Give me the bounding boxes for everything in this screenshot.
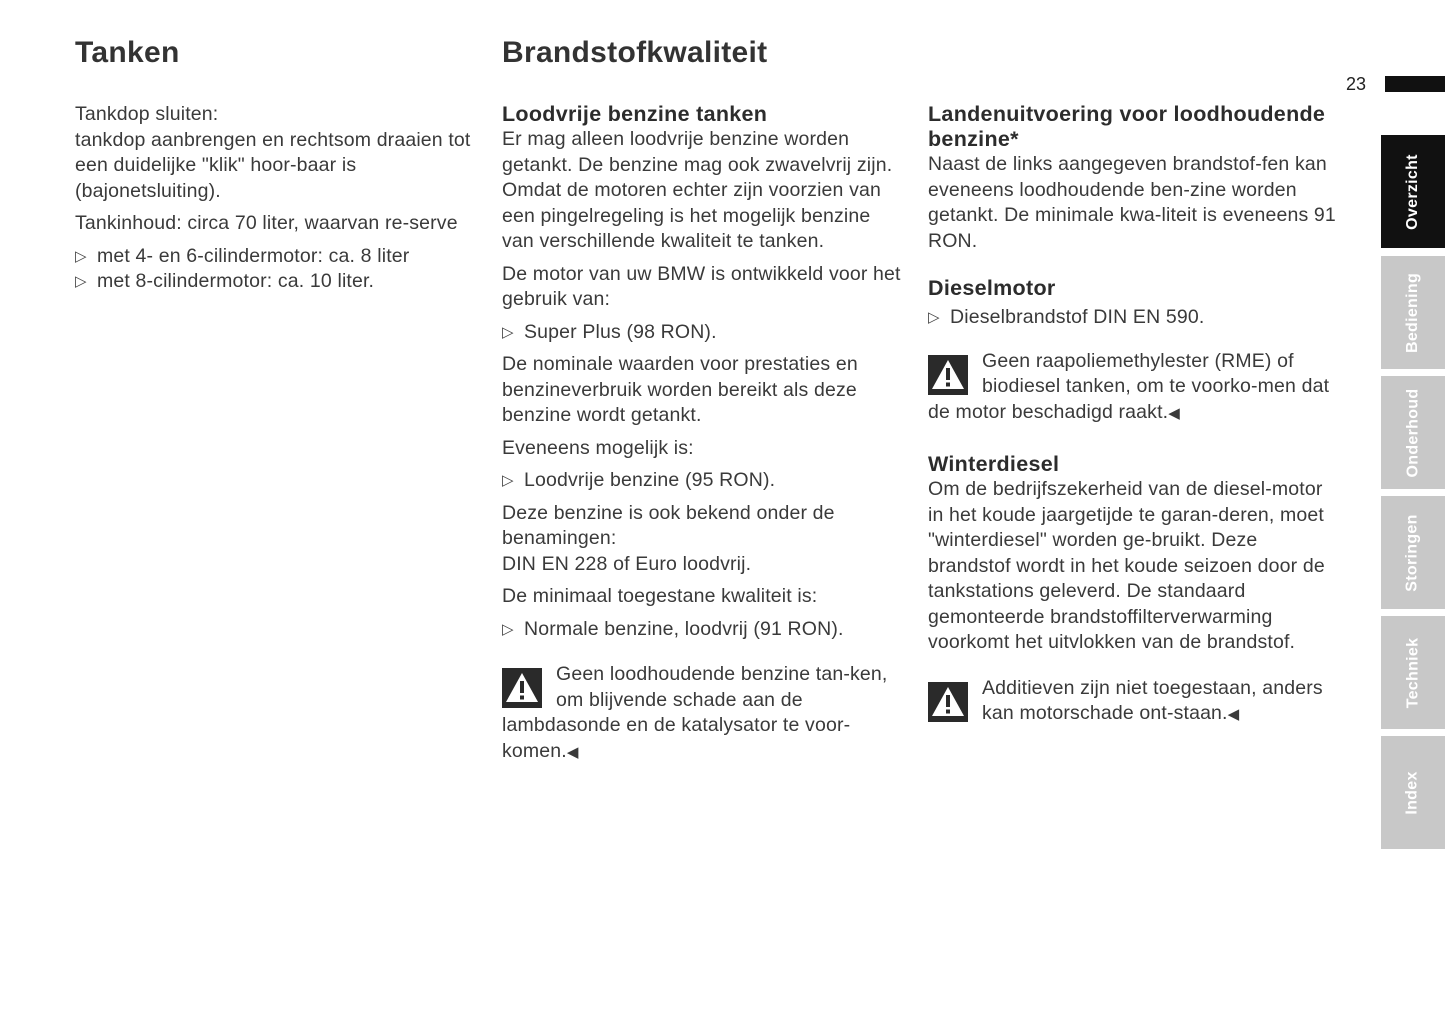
column-landenuitvoering [928, 102, 1338, 728]
tab-techniek[interactable] [1381, 616, 1445, 729]
list-item [75, 244, 475, 270]
paragraph: De minimaal toegestane kwaliteit is: [502, 585, 818, 607]
tab-overzicht[interactable] [1381, 135, 1445, 248]
paragraph: De nominale waarden voor prestaties en benzineverbruik worden bereikt als deze benzine wordt getankt. [502, 353, 858, 426]
list-item [502, 320, 907, 346]
paragraph: Eveneens mogelijk is: [502, 436, 694, 459]
bullet-triangle-icon: ▷ [75, 247, 87, 265]
list-item [502, 617, 907, 643]
super-plus-item: Super Plus (98 RON). [524, 320, 717, 343]
paragraph: Er mag alleen loodvrije benzine worden getankt. De benzine mag ook zwavelvrij zijn. Omdat de motoren echter zijn voorzien van een pingelregeling is het mogelijk benzine van verschillende kwaliteit te tanken. [502, 128, 893, 252]
din-en-228-line: DIN EN 228 of Euro loodvrij. [502, 552, 752, 575]
normale-benzine-item: Normale benzine, loodvrij (91 RON). [524, 617, 844, 640]
tab-bediening[interactable] [1381, 256, 1445, 369]
page-marker-bar [1385, 76, 1445, 92]
heading-dieselmotor: Dieselmotor [928, 276, 1056, 300]
column-loodvrije-benzine [502, 102, 907, 765]
paragraph: Naast de links aangegeven brandstof-fen kan eveneens loodhoudende ben-zine worden getankt. De minimale kwa-liteit is eveneens 91 RON. [928, 153, 1336, 252]
bullet-triangle-icon: ▷ [502, 323, 514, 341]
warning-text: Additieven zijn niet toegestaan, anders kan motorschade ont-staan. [982, 676, 1323, 724]
reserve-8-cyl: met 8-cilindermotor: ca. 10 liter. [97, 270, 375, 292]
tankinhoud-paragraph: Tankinhoud: circa 70 liter, waarvan re-serve [75, 212, 458, 234]
warning-icon [928, 355, 968, 395]
warning-text: Geen loodhoudende benzine tan-ken, om blijvende schade aan de lambdasonde en de katalysator te voor-komen. [502, 663, 888, 762]
heading-winterdiesel: Winterdiesel [928, 452, 1060, 476]
dieselbrandstof-item: Dieselbrandstof DIN EN 590. [950, 306, 1205, 328]
tankdop-instruction: tankdop aanbrengen en rechtsom draaien tot een duidelijke "klik" hoor-baar is (bajonetsluiting). [75, 128, 471, 202]
end-mark-icon: ◀ [1168, 404, 1180, 422]
page-number: 23 [1346, 74, 1367, 94]
end-mark-icon: ◀ [566, 743, 579, 761]
warning-note [928, 349, 1338, 427]
paragraph: De motor van uw BMW is ontwikkeld voor het gebruik van: [502, 262, 901, 310]
tab-label: Onderhoud [1404, 388, 1422, 477]
paragraph: Om de bedrijfszekerheid van de diesel-motor in het koude jaargetijde te garan-deren, moet "winterdiesel" worden ge-bruikt. Deze brandstof wordt in het koude seizoen door de tankstations geleverd. De standaard gemonteerde brandstoffilterverwarming voorkomt het uitvlokken van de brandstof. [928, 478, 1325, 653]
section-title-tanken: Tanken [75, 36, 180, 69]
bullet-triangle-icon: ▷ [502, 620, 514, 638]
bullet-triangle-icon: ▷ [502, 472, 514, 489]
list-item [75, 269, 475, 295]
heading-landenuitvoering: Landenuitvoering voor loodhoudende benzine* [928, 102, 1326, 151]
bullet-triangle-icon: ▷ [928, 309, 940, 326]
tab-label: Overzicht [1404, 153, 1421, 230]
warning-icon [502, 668, 542, 708]
loodvrije-95-item: Loodvrije benzine (95 RON). [524, 469, 776, 491]
tab-storingen[interactable] [1381, 496, 1445, 609]
tankdop-heading-line: Tankdop sluiten: [75, 103, 219, 125]
tankdop-paragraph [75, 102, 475, 204]
section-title-brandstofkwaliteit: Brandstofkwaliteit [502, 36, 768, 69]
warning-note [502, 662, 907, 765]
list-item [928, 305, 1338, 331]
list-item [502, 468, 907, 494]
tab-onderhoud[interactable] [1381, 376, 1445, 489]
bullet-triangle-icon: ▷ [75, 273, 87, 290]
warning-icon [928, 682, 968, 722]
reserve-4-6-cyl: met 4- en 6-cilindermotor: ca. 8 liter [97, 244, 410, 267]
tab-label: Index [1403, 770, 1421, 815]
warning-note [928, 676, 1338, 728]
tab-label: Techniek [1404, 637, 1422, 708]
warning-text: Geen raapoliemethylester (RME) of biodiesel tanken, om te voorko-men dat de motor beschadigd raakt. [928, 349, 1330, 423]
end-mark-icon: ◀ [1227, 706, 1240, 723]
tab-label: Storingen [1404, 513, 1421, 592]
tab-index[interactable] [1381, 736, 1445, 849]
benamingen-line: Deze benzine is ook bekend onder de benamingen: [502, 501, 835, 549]
tab-label: Bediening [1404, 272, 1422, 353]
heading-loodvrije-benzine: Loodvrije benzine tanken [502, 102, 768, 126]
paragraph [502, 501, 907, 578]
column-tanken [75, 102, 475, 302]
